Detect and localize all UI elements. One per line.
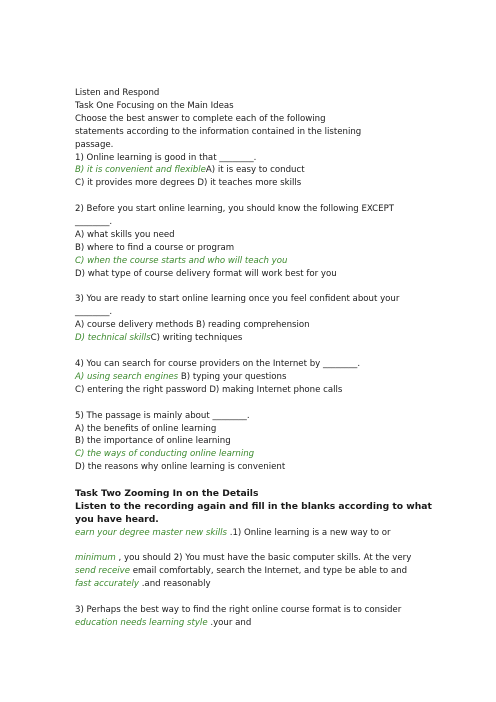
task1-title: Task One Focusing on the Main Ideas [75, 100, 234, 111]
task1-instructions-line2: statements according to the information contained in the listening [75, 126, 362, 137]
q5-stem: 5) The passage is mainly about ________. [75, 410, 250, 421]
task2-text2: , you should 2) You must have the basic computer skills. At the very [115, 553, 412, 564]
q4-options-row1 [75, 371, 435, 384]
task1-instructions-line1: Choose the best answer to complete each of the following [75, 113, 326, 124]
section-title: Listen and Respond [75, 88, 160, 98]
q1-options-row1 [75, 164, 435, 177]
q4-option-cd: C) entering the right password D) making Internet phone calls [75, 384, 343, 395]
task2-instructions: Listen to the recording again and fill in the blanks according to what you have heard. [75, 501, 432, 526]
task2-q3-answer: education needs learning style [75, 617, 208, 628]
q5-option-d: D) the reasons why online learning is convenient [75, 462, 286, 473]
q4-option-b: B) typing your questions [178, 371, 287, 382]
task2-title: Task Two Zooming In on the Details [75, 488, 259, 500]
q3-options-row2 [75, 332, 435, 345]
q2-stem-line2: ________. [75, 217, 113, 228]
task2-line2 [75, 552, 435, 565]
q2-answer: C) when the course starts and who will teach you [75, 255, 288, 266]
q1-option-cd: C) it provides more degrees D) it teaches more skills [75, 178, 302, 189]
task2-text3: email comfortably, search the Internet, and type be able to and [130, 566, 408, 577]
q3-stem-line1: 3) You are ready to start online learning once you feel confident about your [75, 294, 400, 305]
q5-option-a: A) the benefits of online learning [75, 423, 217, 434]
q4-answer: A) using search engines [75, 371, 179, 382]
task2-q3-text: 3) Perhaps the best way to find the right online course format is to consider [75, 605, 402, 616]
q5-answer: C) the ways of conducting online learning [75, 449, 255, 460]
q4-stem: 4) You can search for course providers on the Internet by ________. [75, 358, 361, 369]
task2-text4: .and reasonably [138, 579, 211, 590]
task2-q3-line [75, 617, 435, 630]
document-body [75, 87, 435, 630]
task2-answer3: send receive [75, 566, 130, 577]
q2-option-b: B) where to find a course or program [75, 242, 235, 253]
task1-instructions-line3: passage. [75, 139, 114, 150]
q1-answer: B) it is convenient and flexible [75, 165, 206, 176]
task2-answer4: fast accurately [75, 579, 139, 590]
q3-option-c: C) writing techniques [150, 333, 243, 344]
q2-option-a: A) what skills you need [75, 229, 175, 240]
q3-option-ab: A) course delivery methods B) reading comprehension [75, 320, 310, 331]
q3-answer: D) technical skills [75, 333, 151, 344]
q2-stem-line1: 2) Before you start online learning, you should know the following EXCEPT [75, 204, 395, 215]
q2-option-d: D) what type of course delivery format will work best for you [75, 268, 337, 279]
task2-line3 [75, 565, 435, 578]
q3-stem-line2: ________. [75, 307, 113, 318]
task2-line4 [75, 578, 435, 591]
task2-text1: .1) Online learning is a new way to or [226, 527, 391, 538]
q1-option-a: A) it is easy to conduct [205, 165, 305, 176]
task2-answer2: minimum [75, 553, 116, 564]
q1-stem: 1) Online learning is good in that ________. [75, 152, 257, 163]
task2-q3-tail: .your and [207, 617, 252, 628]
task2-line1 [75, 527, 435, 540]
q5-option-b: B) the importance of online learning [75, 436, 231, 447]
task2-answer1: earn your degree master new skills [75, 527, 227, 538]
